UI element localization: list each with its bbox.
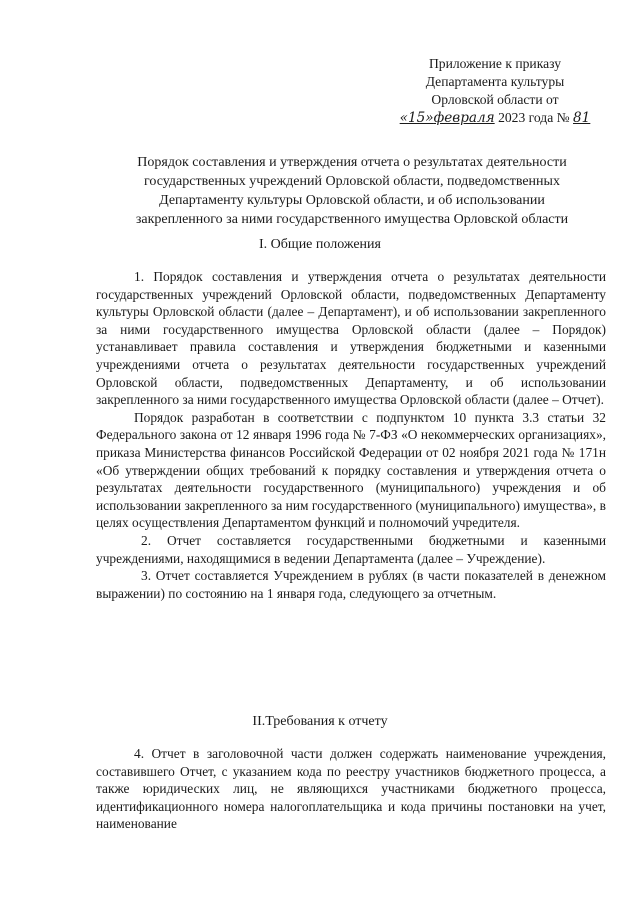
title-line-1: Порядок составления и утверждения отчета о результатах деятельности [137, 155, 567, 170]
section-heading-2: II.Требования к отчету [252, 714, 388, 729]
appendix-line-1: Приложение к приказу [428, 56, 562, 71]
paragraph-4: 3. Отчет составляется Учреждением в рублях (в части показателей в денежном выражении) по состоянию на 1 января года, следующего за отчетным. [96, 568, 606, 601]
title-line-4: закрепленного за ними государственного имущества Орловской области [135, 212, 569, 227]
section-2-body [96, 745, 606, 833]
paragraph-3: 2. Отчет составляется государственными бюджетными и казенными учреждениями, находящимися в ведении Департамента (далее – Учреждение). [96, 532, 606, 566]
doc-number: 81 [573, 110, 591, 126]
date-year: 2023 года № [498, 110, 570, 125]
date-day: «15» [399, 110, 434, 126]
date-month: февраля [433, 110, 495, 126]
paragraph-2: Порядок разработан в соответствии с подпунктом 10 пункта 3.3 статьи 32 Федерального закона от 12 января 1996 года № 7-ФЗ «О некоммерческих организациях», приказа Министерства финансов Российской Федерации от 02 ноября 2021 года № 171н «Об утверждении общих требований к порядку составления и утверждения отчета о результатах деятельности государственного (муниципального) учреждения и об использовании закрепленного за ним государственного (муниципального) имущества», в целях осуществления Департаментом функций и полномочий учредителя. [96, 409, 606, 531]
appendix-block [390, 55, 600, 127]
appendix-date-line [390, 109, 600, 127]
section-1-body [96, 268, 606, 602]
paragraph-5: 4. Отчет в заголовочной части должен содержать наименование учреждения, составившего Отчет, с указанием кода по реестру участников бюджетного процесса, а также юридических лиц, не являющихся участниками бюджетного процесса, идентификационного номера налогоплательщика и кода причины постановки на учет, наименование [96, 746, 606, 832]
document-title [92, 153, 612, 229]
title-line-2: государственных учреждений Орловской области, подведомственных [144, 174, 560, 189]
section-heading-1: I. Общие положения [259, 237, 381, 252]
title-line-3: Департаменту культуры Орловской области, и об использовании [159, 193, 545, 208]
appendix-line-3: Орловской области от [431, 92, 559, 107]
appendix-line-2: Департамента культуры [425, 74, 565, 89]
paragraph-1: 1. Порядок составления и утверждения отчета о результатах деятельности государственных учреждений Орловской области, подведомственных Департаменту культуры Орловской области (далее – Департамент), и об использовании закрепленного за ними государственного имущества Орловской области (далее – Порядок) устанавливает правила составления и утверждения бюджетными и казенными учреждениями отчета о результатах деятельности государственных учреждений Орловской области, подведомственных Департаменту, и об использовании закрепленного за ними государственного имущества Орловской области (далее – Отчет). [96, 269, 606, 408]
